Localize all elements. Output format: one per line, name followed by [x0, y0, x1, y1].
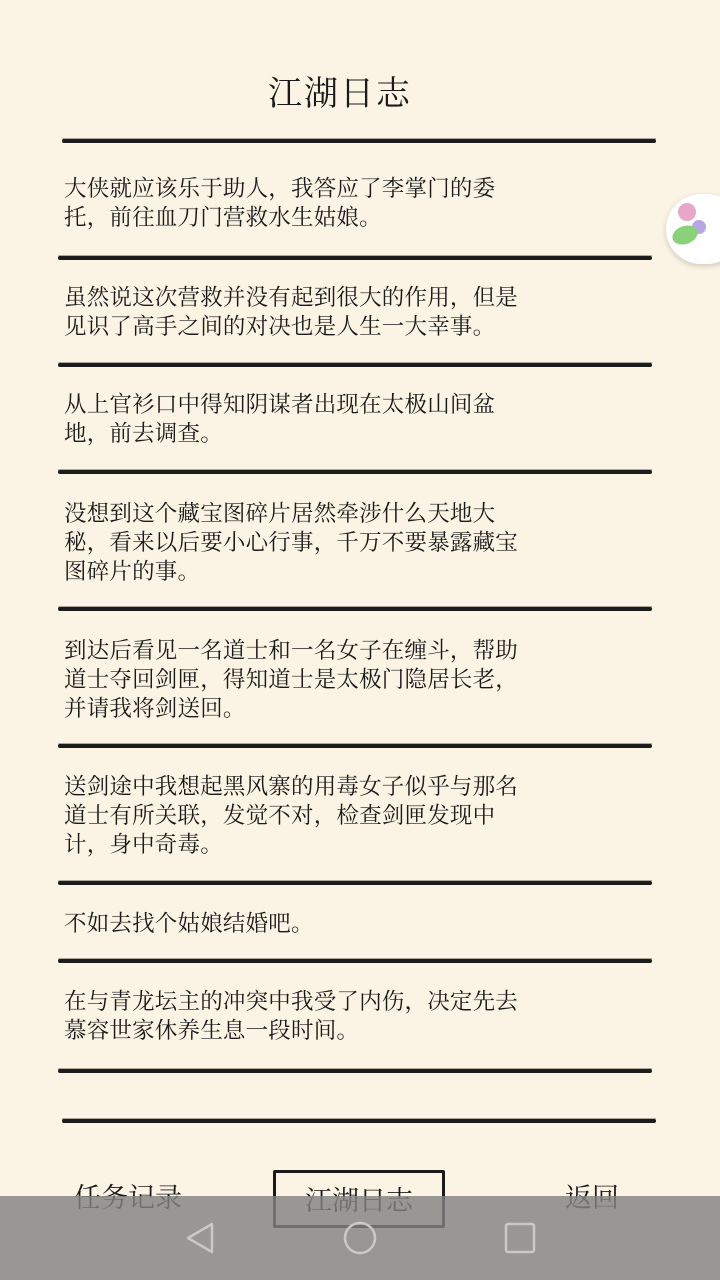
journal-entry: [64, 988, 570, 1046]
recent-square-icon[interactable]: [502, 1220, 538, 1256]
divider: [58, 470, 652, 474]
entry-line: 地，前去调查。: [64, 421, 223, 447]
entry-line: 在与青龙坛主的冲突中我受了内伤，决定先去: [64, 989, 519, 1015]
entry-line: 送剑途中我想起黑风寨的用毒女子似乎与那名: [64, 774, 519, 800]
divider: [58, 881, 652, 885]
entry-line: 见识了高手之间的对决也是人生一大幸事。: [64, 314, 496, 340]
divider: [58, 256, 652, 260]
entry-line: 计，身中奇毒。: [64, 832, 223, 858]
home-circle-icon[interactable]: [342, 1220, 378, 1256]
entry-line: 没想到这个藏宝图碎片居然牵涉什么天地大: [64, 501, 496, 527]
journal-entry: [64, 637, 570, 724]
entry-line: 秘，看来以后要小心行事，千万不要暴露藏宝: [64, 530, 519, 556]
journal-entry: [64, 910, 570, 939]
divider: [58, 607, 652, 611]
entry-line: 虽然说这次营救并没有起到很大的作用，但是: [64, 285, 519, 311]
journal-entry: [64, 175, 570, 233]
journal-entry: [64, 391, 570, 449]
divider: [58, 363, 652, 367]
divider: [58, 1069, 652, 1073]
entry-line: 并请我将剑送回。: [64, 696, 246, 722]
entry-line: 大侠就应该乐于助人，我答应了李掌门的委: [64, 176, 496, 202]
entry-line: 不如去找个姑娘结婚吧。: [64, 911, 314, 937]
entry-line: 托，前往血刀门营救水生姑娘。: [64, 205, 382, 231]
entry-line: 道士有所关联，发觉不对，检查剑匣发现中: [64, 803, 496, 829]
journal-entry: [64, 500, 570, 587]
journal-entry: [64, 773, 570, 860]
system-nav-bar: [0, 1196, 720, 1280]
entry-line: 图碎片的事。: [64, 559, 201, 585]
entry-line: 慕容世家休养生息一段时间。: [64, 1018, 360, 1044]
entry-line: 从上官衫口中得知阴谋者出现在太极山间盆: [64, 392, 496, 418]
page-title: 江湖日志: [268, 74, 412, 114]
divider: [58, 744, 652, 748]
entry-line: 道士夺回剑匣，得知道士是太极门隐居长老，: [64, 667, 519, 693]
journal-entry: [64, 284, 570, 342]
blob-decoration: [678, 203, 696, 221]
divider: [62, 139, 656, 143]
entry-line: 到达后看见一名道士和一名女子在缠斗，帮助: [64, 638, 519, 664]
divider: [62, 1119, 656, 1123]
divider: [58, 959, 652, 963]
back-triangle-icon[interactable]: [182, 1220, 218, 1256]
floating-assistant-icon[interactable]: [666, 194, 720, 264]
